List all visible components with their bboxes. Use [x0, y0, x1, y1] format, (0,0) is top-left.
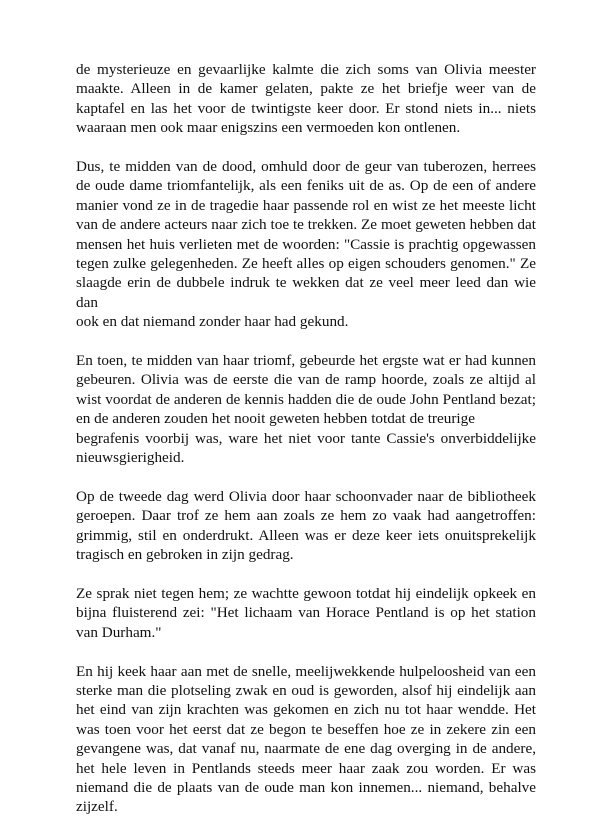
text-line: slaagde erin de dubbele indruk te wekken dat ze veel meer leed dan wie dan: [76, 274, 536, 311]
text-line: Ze sprak niet tegen hem; ze wachtte gewoon totdat hij eindelijk opkeek en: [76, 584, 536, 602]
text-line: ook en dat niemand zonder haar had gekund.: [76, 313, 349, 331]
text-line: gevangene was, dat vanaf nu, naarmate de ene dag overging in de andere,: [76, 740, 536, 758]
text-line: de oude dame triomfantelijk, als een feniks uit de as. Op de een of andere: [76, 177, 536, 195]
document-page: [76, 60, 536, 817]
text-line: gebeuren. Olivia was de eerste die van de ramp hoorde, zoals ze altijd al: [76, 371, 536, 389]
text-line: En toen, te midden van haar triomf, gebeurde het ergste wat er had kunnen: [76, 352, 536, 370]
text-line: zijzelf.: [76, 798, 118, 816]
text-line: het hele leven in Pentlands steeds meer haar zaak zou worden. Er was: [76, 759, 536, 777]
text-line: het eind van zijn krachten was gekomen en zich nu tot haar wendde. Het: [76, 701, 536, 719]
text-line: de mysterieuze en gevaarlijke kalmte die zich soms van Olivia meester: [76, 61, 536, 78]
paragraph-6: [76, 662, 536, 817]
text-line: van de andere acteurs naar zich toe te trekken. Ze moet geweten hebben dat: [76, 216, 536, 234]
text-line: wist voordat de anderen de kennis hadden die de oude John Pentland bezat;: [76, 390, 536, 408]
paragraph-3: [76, 351, 536, 467]
text-line: en de anderen zouden het nooit geweten hebben totdat de treurige: [76, 410, 475, 428]
text-line: grimmig, stil en onderdrukt. Alleen was er deze keer iets onuitsprekelijk: [76, 526, 536, 544]
text-line: waaraan men ook maar enigszins een vermoeden kon ontlenen.: [76, 119, 461, 137]
paragraph-2: [76, 157, 536, 332]
paragraph-4: [76, 487, 536, 565]
text-line: manier vond ze in de tragedie haar passende rol en wist ze het meeste licht: [76, 196, 536, 214]
text-line: tragisch en gebroken in zijn gedrag.: [76, 546, 294, 564]
text-line: niemand die de plaats van de oude man kon innemen... niemand, behalve: [76, 778, 536, 796]
paragraph-5: [76, 584, 536, 642]
text-line: sterke man die plotseling zwak en oud is geworden, alsof hij eindelijk aan: [76, 681, 536, 699]
text-line: van Durham.": [76, 623, 162, 641]
text-line: bijna fluisterend zei: "Het lichaam van Horace Pentland is op het station: [76, 604, 536, 622]
text-line: Op de tweede dag werd Olivia door haar schoonvader naar de bibliotheek: [76, 487, 536, 505]
text-line: maakte. Alleen in de kamer gelaten, pakte ze het briefje weer van de: [76, 80, 536, 98]
paragraph-1: [76, 60, 536, 138]
text-line: geroepen. Daar trof ze hem aan zoals ze hem zo vaak had aangetroffen:: [76, 507, 536, 525]
text-line: begrafenis voorbij was, ware het niet voor tante Cassie's onverbiddelijke: [76, 429, 536, 447]
text-line: tegen zulke gelegenheden. Ze heeft alles op eigen schouders genomen." Ze: [76, 255, 536, 273]
text-line: mensen het huis verlieten met de woorden: "Cassie is prachtig opgewassen: [76, 235, 536, 253]
text-line: Dus, te midden van de dood, omhuld door de geur van tuberozen, herrees: [76, 158, 536, 176]
text-line: was toen voor het eerst dat ze begon te beseffen hoe ze in zekere zin een: [76, 720, 536, 738]
text-line: kaptafel en las het voor de twintigste keer door. Er stond niets in... niets: [76, 99, 536, 117]
text-line: En hij keek haar aan met de snelle, meelijwekkende hulpeloosheid van een: [76, 662, 536, 680]
text-line: nieuwsgierigheid.: [76, 449, 185, 467]
